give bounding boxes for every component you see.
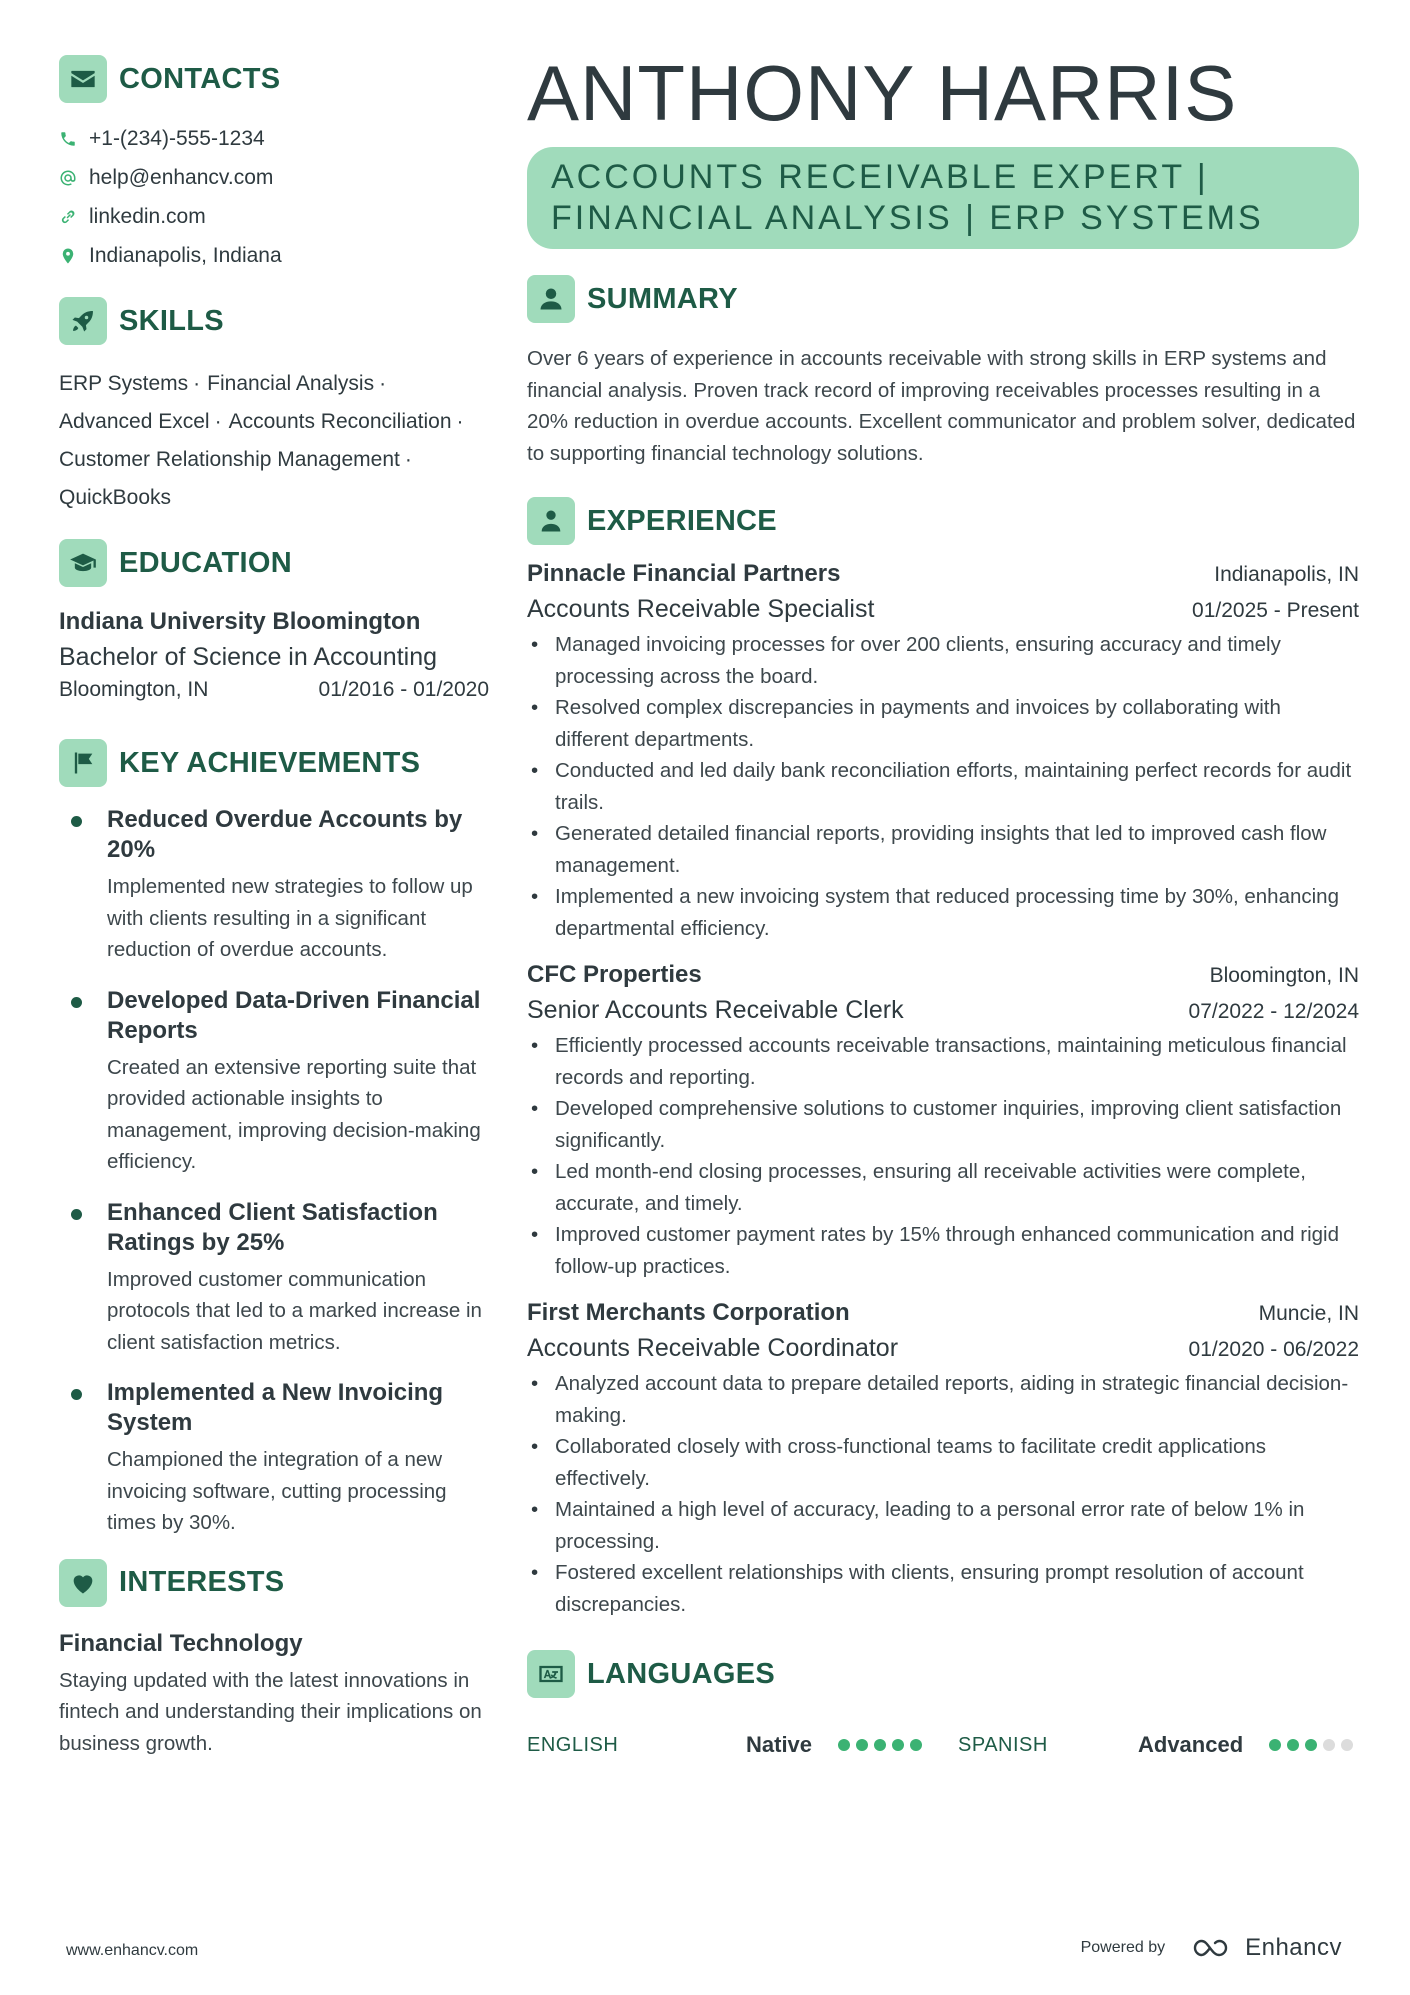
job-role: Accounts Receivable Coordinator — [527, 1334, 899, 1362]
job-bullet: • Improved customer payment rates by 15% through enhanced communication and rigid follow-up practices. — [527, 1219, 1359, 1282]
graduation-cap-icon — [59, 539, 107, 587]
job-bullet: • Led month-end closing processes, ensuring all receivable activities were complete, accurate, and timely. — [527, 1156, 1359, 1219]
section-title: EXPERIENCE — [587, 504, 777, 537]
location-pin-icon — [59, 246, 77, 266]
bullet-dot — [71, 1389, 82, 1400]
job-bullet: • Collaborated closely with cross-functional teams to facilitate credit applications effectively. — [527, 1431, 1359, 1494]
achievement-title: Developed Data-Driven Financial Reports — [107, 986, 481, 1044]
achievement-item — [59, 805, 489, 966]
job-entry — [527, 1296, 1359, 1620]
briefcase-person-icon — [527, 497, 575, 545]
achievement-title: Reduced Overdue Accounts by 20% — [107, 806, 463, 863]
separator-dot: · — [379, 372, 387, 395]
job-subheader — [527, 1330, 1359, 1366]
tagline: ACCOUNTS RECEIVABLE EXPERT | FINANCIAL ANALYSIS | ERP SYSTEMS — [527, 147, 1359, 249]
summary-text: Over 6 years of experience in accounts receivable with strong skills in ERP systems and financial analysis. Proven track record of improving receivables processes resulting in a 20% reduction in overdue accounts. Excellent communicator and problem solver, dedicated to supporting financial technology solutions. — [527, 347, 1356, 465]
section-title: SKILLS — [119, 304, 224, 337]
languages-row — [527, 1730, 1359, 1760]
link-icon — [59, 207, 77, 227]
job-subheader — [527, 591, 1359, 627]
powered-by-text: Powered by — [1080, 1939, 1166, 1956]
education-meta — [59, 675, 489, 705]
flag-icon — [59, 739, 107, 787]
enhancv-brand: Enhancv — [1245, 1934, 1342, 1961]
heart-icon — [59, 1559, 107, 1607]
email-text: help@enhancv.com — [89, 165, 274, 189]
achievement-desc: Championed the integration of a new invoicing software, cutting processing times by 30%. — [107, 1448, 447, 1534]
skills-header — [59, 297, 489, 345]
contacts-header — [59, 55, 489, 103]
job-bullets — [527, 1368, 1359, 1620]
language-name: ENGLISH — [527, 1733, 619, 1756]
interest-title: Financial Technology — [59, 1629, 303, 1657]
contact-linkedin[interactable] — [59, 197, 489, 236]
job-bullet: • Conducted and led daily bank reconciliation efforts, maintaining perfect records for audit trails. — [527, 755, 1359, 818]
rating-dot-filled — [1287, 1739, 1299, 1751]
section-title: EDUCATION — [119, 546, 292, 579]
location-text: Indianapolis, Indiana — [89, 243, 282, 267]
language-level: Native — [746, 1732, 813, 1757]
rating-dot-filled — [1269, 1739, 1281, 1751]
education-entry — [59, 605, 489, 705]
interests-header — [59, 1559, 489, 1607]
separator-dot: · — [214, 410, 222, 433]
languages-section — [527, 1650, 1359, 1760]
job-bullet: • Resolved complex discrepancies in payments and invoices by collaborating with different departments. — [527, 692, 1359, 755]
language-level: Advanced — [1138, 1732, 1244, 1757]
job-location: Bloomington, IN — [1209, 964, 1359, 987]
job-entry — [527, 557, 1359, 944]
at-icon — [59, 168, 77, 188]
rocket-icon — [59, 297, 107, 345]
job-company: First Merchants Corporation — [527, 1299, 850, 1326]
experience-header — [527, 497, 1359, 545]
achievement-title: Enhanced Client Satisfaction Ratings by 25% — [107, 1198, 438, 1256]
rating-dot-filled — [910, 1739, 922, 1751]
contact-list — [59, 119, 489, 275]
section-title: INTERESTS — [119, 1566, 285, 1598]
rating-dot-filled — [856, 1739, 868, 1751]
achievement-title: Implemented a New Invoicing System — [107, 1379, 444, 1436]
contact-phone[interactable] — [59, 119, 489, 158]
job-bullet: • Generated detailed financial reports, providing insights that led to improved cash flow management. — [527, 818, 1359, 881]
skill-item: Advanced Excel — [59, 410, 210, 433]
candidate-name: ANTHONY HARRIS — [527, 49, 1238, 137]
section-title: SUMMARY — [587, 282, 738, 315]
education-header — [59, 539, 489, 587]
achievements-list — [59, 805, 489, 1539]
section-title: KEY ACHIEVEMENTS — [119, 746, 421, 779]
job-company: Pinnacle Financial Partners — [527, 560, 841, 587]
enhancv-logo-icon — [1191, 1936, 1237, 1960]
footer-branding — [1081, 1934, 1342, 1962]
person-icon — [527, 275, 575, 323]
achievements-header — [59, 739, 489, 787]
rating-dot-empty — [1323, 1739, 1335, 1751]
left-column — [59, 55, 489, 1759]
job-bullet: • Analyzed account data to prepare detailed reports, aiding in strategic financial decision-making. — [527, 1368, 1359, 1431]
rating-dot-filled — [838, 1739, 850, 1751]
language-rating — [832, 1739, 958, 1751]
contact-location — [59, 236, 489, 275]
job-header — [527, 557, 1359, 591]
experience-section — [527, 497, 1359, 1620]
job-bullets — [527, 1030, 1359, 1282]
skill-item: ERP Systems — [59, 372, 189, 395]
achievement-desc: Implemented new strategies to follow up with clients resulting in a significant reduction of overdue accounts. — [107, 875, 473, 961]
right-column — [527, 49, 1359, 1760]
interest-desc: Staying updated with the latest innovations in fintech and understanding their implications on business growth. — [59, 1668, 482, 1755]
job-bullet: • Developed comprehensive solutions to customer inquiries, improving client satisfaction significantly. — [527, 1093, 1359, 1156]
section-title: LANGUAGES — [587, 1657, 775, 1690]
phone-icon — [59, 129, 77, 149]
separator-dot: · — [456, 410, 464, 433]
job-bullet: • Efficiently processed accounts receivable transactions, maintaining meticulous financial records and reporting. — [527, 1030, 1359, 1093]
skill-item: Accounts Reconciliation — [228, 410, 452, 433]
job-dates: 01/2025 - Present — [1192, 599, 1359, 622]
skill-item: Financial Analysis — [207, 372, 375, 395]
rating-dot-filled — [1305, 1739, 1317, 1751]
bullet-dot — [71, 1209, 82, 1220]
summary-header — [527, 275, 1359, 323]
job-location: Indianapolis, IN — [1214, 563, 1359, 586]
languages-header — [527, 1650, 1359, 1698]
footer-website[interactable]: www.enhancv.com — [66, 1942, 199, 1959]
achievement-desc: Created an extensive reporting suite that provided actionable insights to management, improving decision-making efficiency. — [107, 1055, 481, 1173]
envelope-icon — [59, 55, 107, 103]
job-bullet: • Implemented a new invoicing system that reduced processing time by 30%, enhancing departmental efficiency. — [527, 881, 1359, 944]
bullet-dot — [71, 997, 82, 1008]
job-role: Accounts Receivable Specialist — [527, 595, 875, 623]
section-title: CONTACTS — [119, 62, 281, 95]
school-name: Indiana University Bloomington — [59, 608, 421, 635]
achievement-item — [59, 986, 489, 1178]
achievement-desc: Improved customer communication protocols that led to a marked increase in client satisfaction metrics. — [107, 1267, 482, 1354]
job-subheader — [527, 992, 1359, 1028]
job-bullet: • Managed invoicing processes for over 200 clients, ensuring accuracy and timely processing across the board. — [527, 629, 1359, 692]
language-rating — [1263, 1739, 1353, 1751]
achievement-item — [59, 1198, 489, 1359]
skills-list — [59, 365, 489, 517]
job-role: Senior Accounts Receivable Clerk — [527, 996, 904, 1024]
separator-dot: · — [404, 448, 412, 471]
contact-email[interactable] — [59, 158, 489, 197]
job-header — [527, 1296, 1359, 1330]
language-name: SPANISH — [958, 1733, 1048, 1756]
skill-item: QuickBooks — [59, 486, 172, 509]
phone-text: +1-(234)-555-1234 — [89, 126, 265, 150]
job-bullet: • Maintained a high level of accuracy, leading to a personal error rate of below 1% in processing. — [527, 1494, 1359, 1557]
linkedin-text: linkedin.com — [89, 204, 206, 228]
summary-section — [527, 275, 1359, 469]
job-dates: 01/2020 - 06/2022 — [1188, 1338, 1359, 1361]
separator-dot: · — [193, 372, 201, 395]
rating-dot-filled — [874, 1739, 886, 1751]
job-company: CFC Properties — [527, 961, 702, 988]
education-location: Bloomington, IN — [59, 678, 209, 701]
job-header — [527, 958, 1359, 992]
rating-dot-empty — [1341, 1739, 1353, 1751]
bullet-dot — [71, 816, 82, 827]
rating-dot-filled — [892, 1739, 904, 1751]
enhancv-logo[interactable] — [1191, 1934, 1342, 1962]
language-card-icon — [527, 1650, 575, 1698]
education-dates: 01/2016 - 01/2020 — [318, 678, 489, 701]
job-dates: 07/2022 - 12/2024 — [1188, 1000, 1359, 1023]
degree: Bachelor of Science in Accounting — [59, 643, 438, 671]
achievement-item — [59, 1378, 489, 1539]
job-location: Muncie, IN — [1258, 1302, 1359, 1325]
job-bullet: • Fostered excellent relationships with clients, ensuring prompt resolution of account discrepancies. — [527, 1557, 1359, 1620]
job-bullets — [527, 629, 1359, 944]
job-entry — [527, 958, 1359, 1282]
skill-item: Customer Relationship Management — [59, 448, 400, 471]
